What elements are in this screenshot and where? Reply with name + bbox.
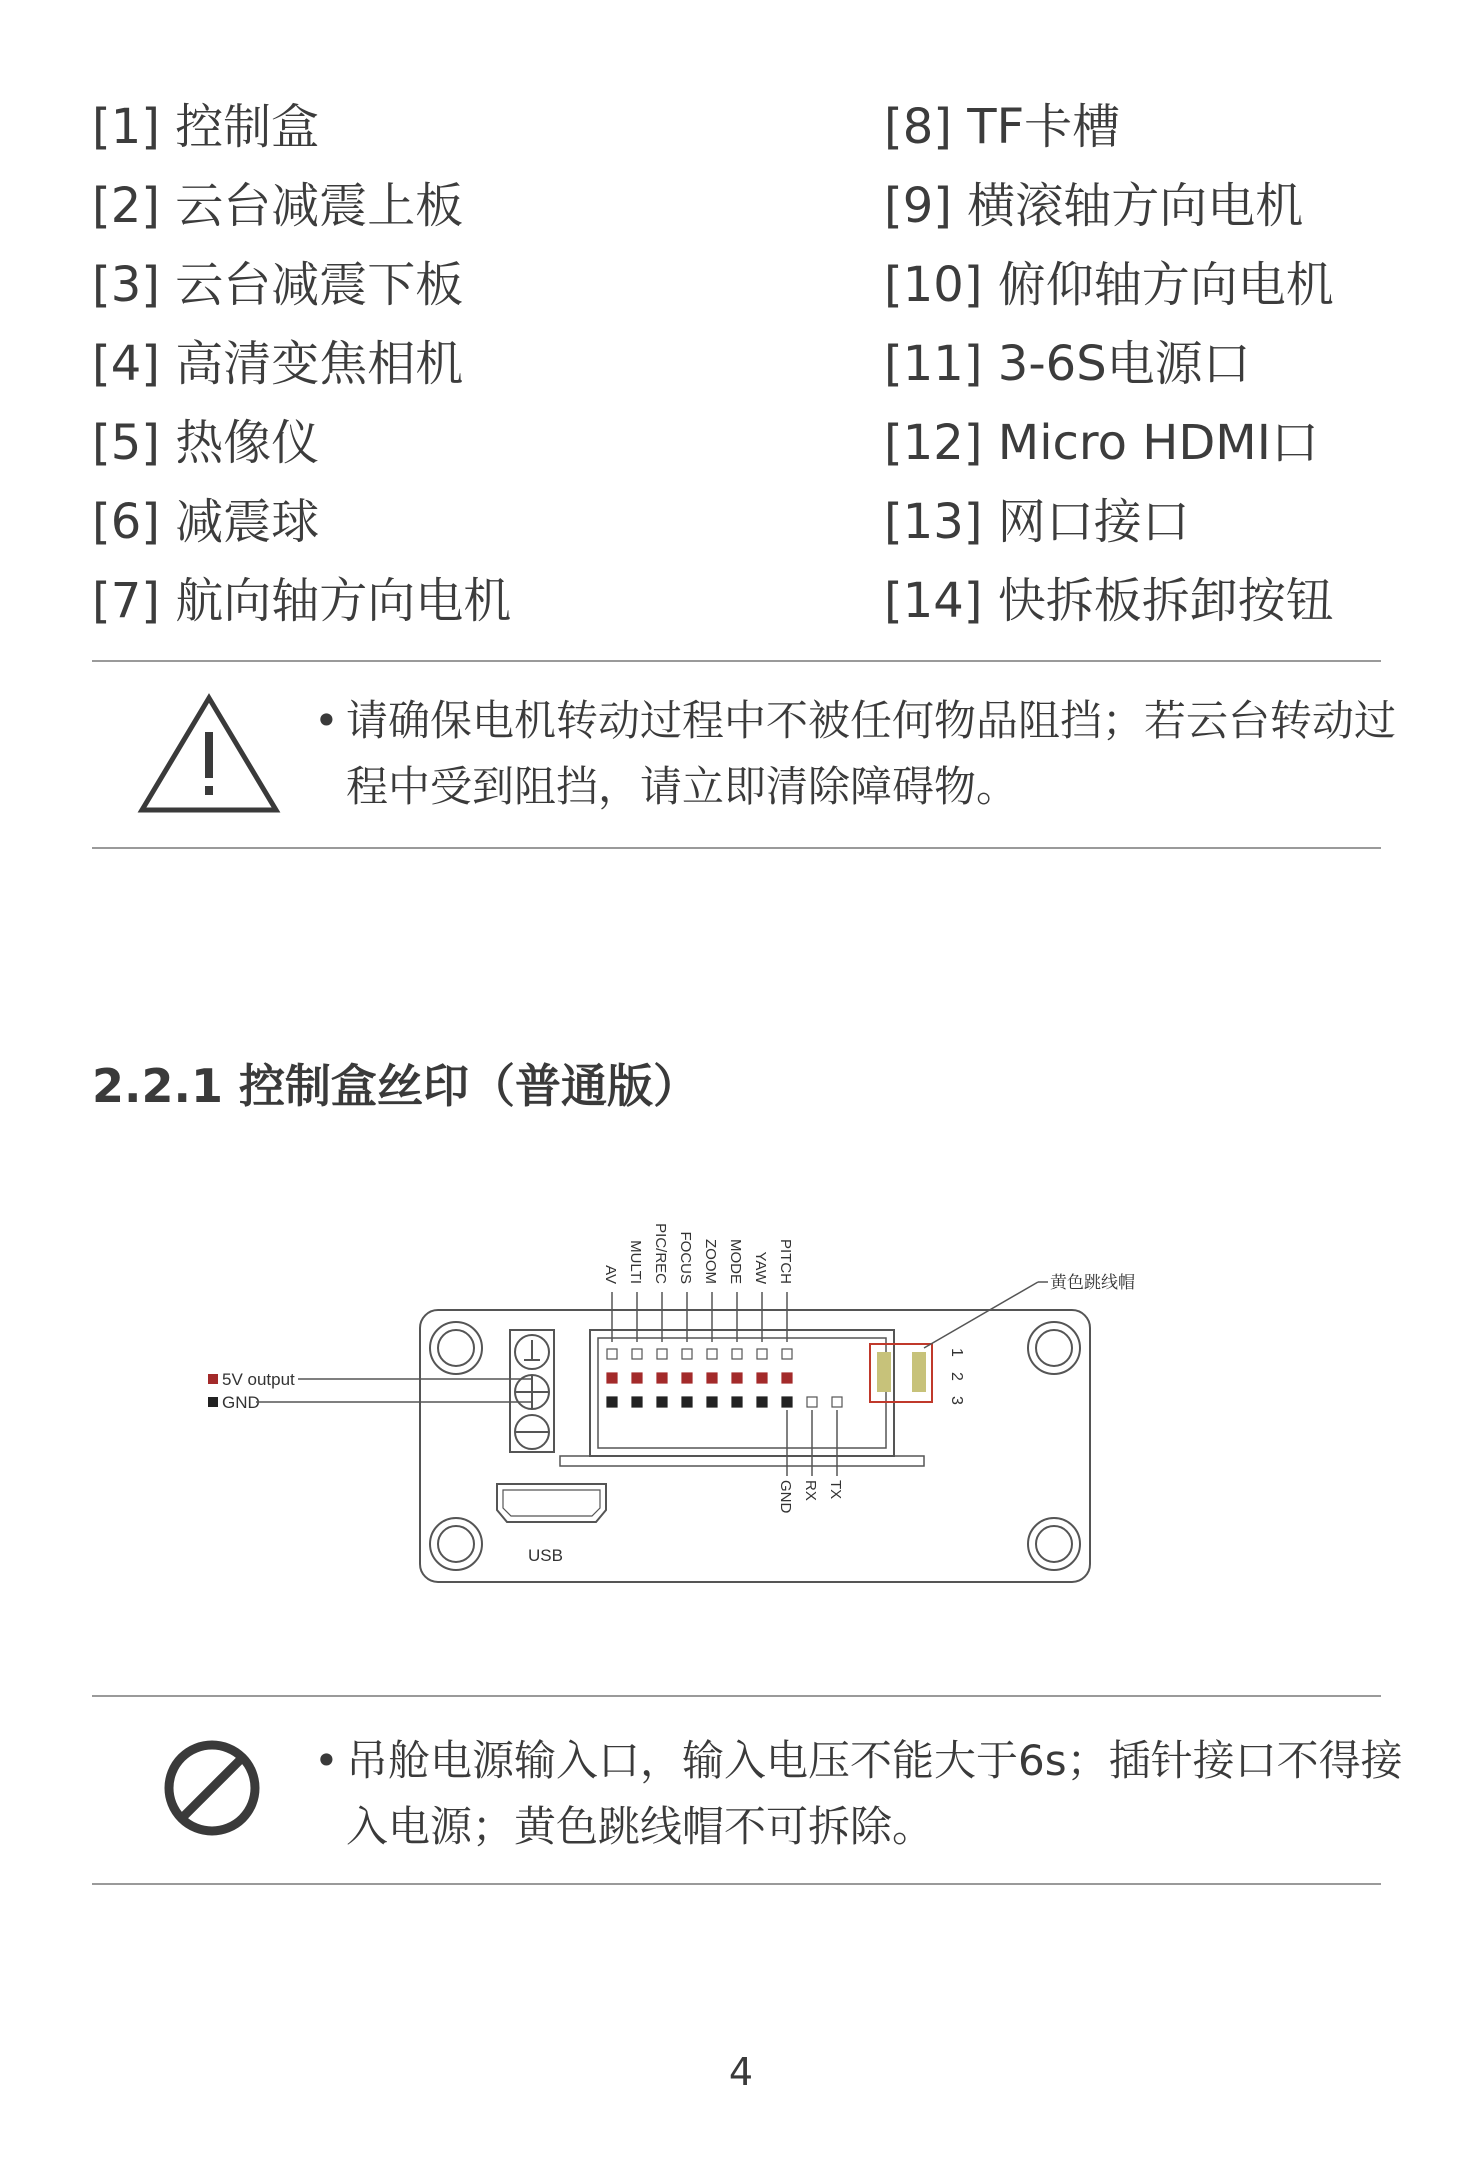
ground-swatch — [208, 1397, 218, 1407]
header-pin — [657, 1397, 667, 1407]
header-pin — [707, 1397, 717, 1407]
header-pin — [607, 1373, 617, 1383]
divider — [92, 1695, 1381, 1697]
power-swatch — [208, 1374, 218, 1384]
prohibition-text: 吊舱电源输入口，输入电压不能大于6s；插针接口不得接入电源；黄色跳线帽不可拆除。 — [346, 1736, 1403, 1851]
row-number: 1 — [948, 1348, 965, 1357]
header-pin — [657, 1349, 667, 1359]
part-item: [10] 俯仰轴方向电机 — [884, 257, 1334, 313]
part-item: [13] 网口接口 — [884, 494, 1190, 550]
header-pin — [757, 1349, 767, 1359]
part-item: [2] 云台减震上板 — [92, 178, 464, 234]
warning-text: 请确保电机转动过程中不被任何物品阻挡；若云台转动过程中受到阻挡，请立即清除障碍物。 — [346, 696, 1397, 811]
pin-label: GND — [777, 1480, 794, 1514]
divider — [92, 1883, 1381, 1885]
control-box-diagram — [222, 1180, 1210, 1610]
header-pin — [757, 1397, 767, 1407]
part-item: [3] 云台减震下板 — [92, 257, 464, 313]
header-pin — [632, 1349, 642, 1359]
part-item: [5] 热像仪 — [92, 415, 320, 471]
header-pin — [607, 1397, 617, 1407]
pin-label: RX — [802, 1480, 819, 1501]
note-bullet: • — [314, 1736, 339, 1785]
prohibition-note — [92, 1728, 1403, 1878]
usb-label: USB — [528, 1546, 563, 1565]
header-pin — [682, 1397, 692, 1407]
header-pin — [607, 1349, 617, 1359]
pin-label: MULTI — [627, 1240, 644, 1284]
page-number: 4 — [728, 2050, 754, 2094]
jumper-label: 黄色跳线帽 — [1050, 1273, 1135, 1292]
section-heading: 2.2.1 控制盒丝印（普通版） — [92, 1059, 699, 1113]
parts-list-right-column — [884, 88, 1334, 641]
board-outline — [420, 1310, 1090, 1582]
pin-label: PITCH — [777, 1239, 794, 1284]
header-pin — [682, 1349, 692, 1359]
header-pin — [782, 1373, 792, 1383]
pin-label: PIC/REC — [652, 1223, 669, 1284]
divider — [92, 847, 1381, 849]
part-item: [14] 快拆板拆卸按钮 — [884, 573, 1334, 629]
row-number: 3 — [948, 1396, 965, 1405]
warning-note — [92, 688, 1397, 848]
header-pin — [782, 1349, 792, 1359]
prohibition-icon — [162, 1738, 262, 1838]
header-pin — [807, 1397, 817, 1407]
pin-label: ZOOM — [702, 1239, 719, 1284]
pin-label: MODE — [727, 1239, 744, 1284]
header-pin — [832, 1397, 842, 1407]
part-item: [7] 航向轴方向电机 — [92, 573, 512, 629]
header-pin — [707, 1349, 717, 1359]
header-pin — [682, 1373, 692, 1383]
header-pin — [732, 1397, 742, 1407]
pin-label: TX — [827, 1480, 844, 1500]
part-item: [4] 高清变焦相机 — [92, 336, 464, 392]
pin-label: AV — [602, 1265, 619, 1284]
note-bullet: • — [314, 696, 339, 745]
header-pin — [707, 1373, 717, 1383]
parts-list-left-column — [92, 88, 511, 641]
pin-label: YAW — [752, 1251, 769, 1284]
power-label-gnd: GND — [222, 1393, 260, 1412]
warning-triangle-icon — [136, 692, 282, 816]
part-item: [12] Micro HDMI口 — [884, 415, 1319, 471]
header-pin — [732, 1349, 742, 1359]
part-item: [9] 横滚轴方向电机 — [884, 178, 1304, 234]
header-pin — [732, 1373, 742, 1383]
divider — [92, 660, 1381, 662]
header-pin — [632, 1373, 642, 1383]
part-item: [1] 控制盒 — [92, 99, 320, 155]
row-number: 2 — [948, 1372, 965, 1381]
power-label-5v: 5V output — [222, 1370, 295, 1389]
header-pin — [782, 1397, 792, 1407]
part-item: [11] 3-6S电源口 — [884, 336, 1251, 392]
jumper-cap — [877, 1352, 891, 1392]
part-item: [8] TF卡槽 — [884, 99, 1121, 155]
header-pin — [657, 1373, 667, 1383]
pin-label: FOCUS — [677, 1231, 694, 1284]
header-pin — [757, 1373, 767, 1383]
header-pin — [632, 1397, 642, 1407]
jumper-cap — [912, 1352, 926, 1392]
part-item: [6] 减震球 — [92, 494, 320, 550]
row-numbers — [948, 1348, 965, 1405]
